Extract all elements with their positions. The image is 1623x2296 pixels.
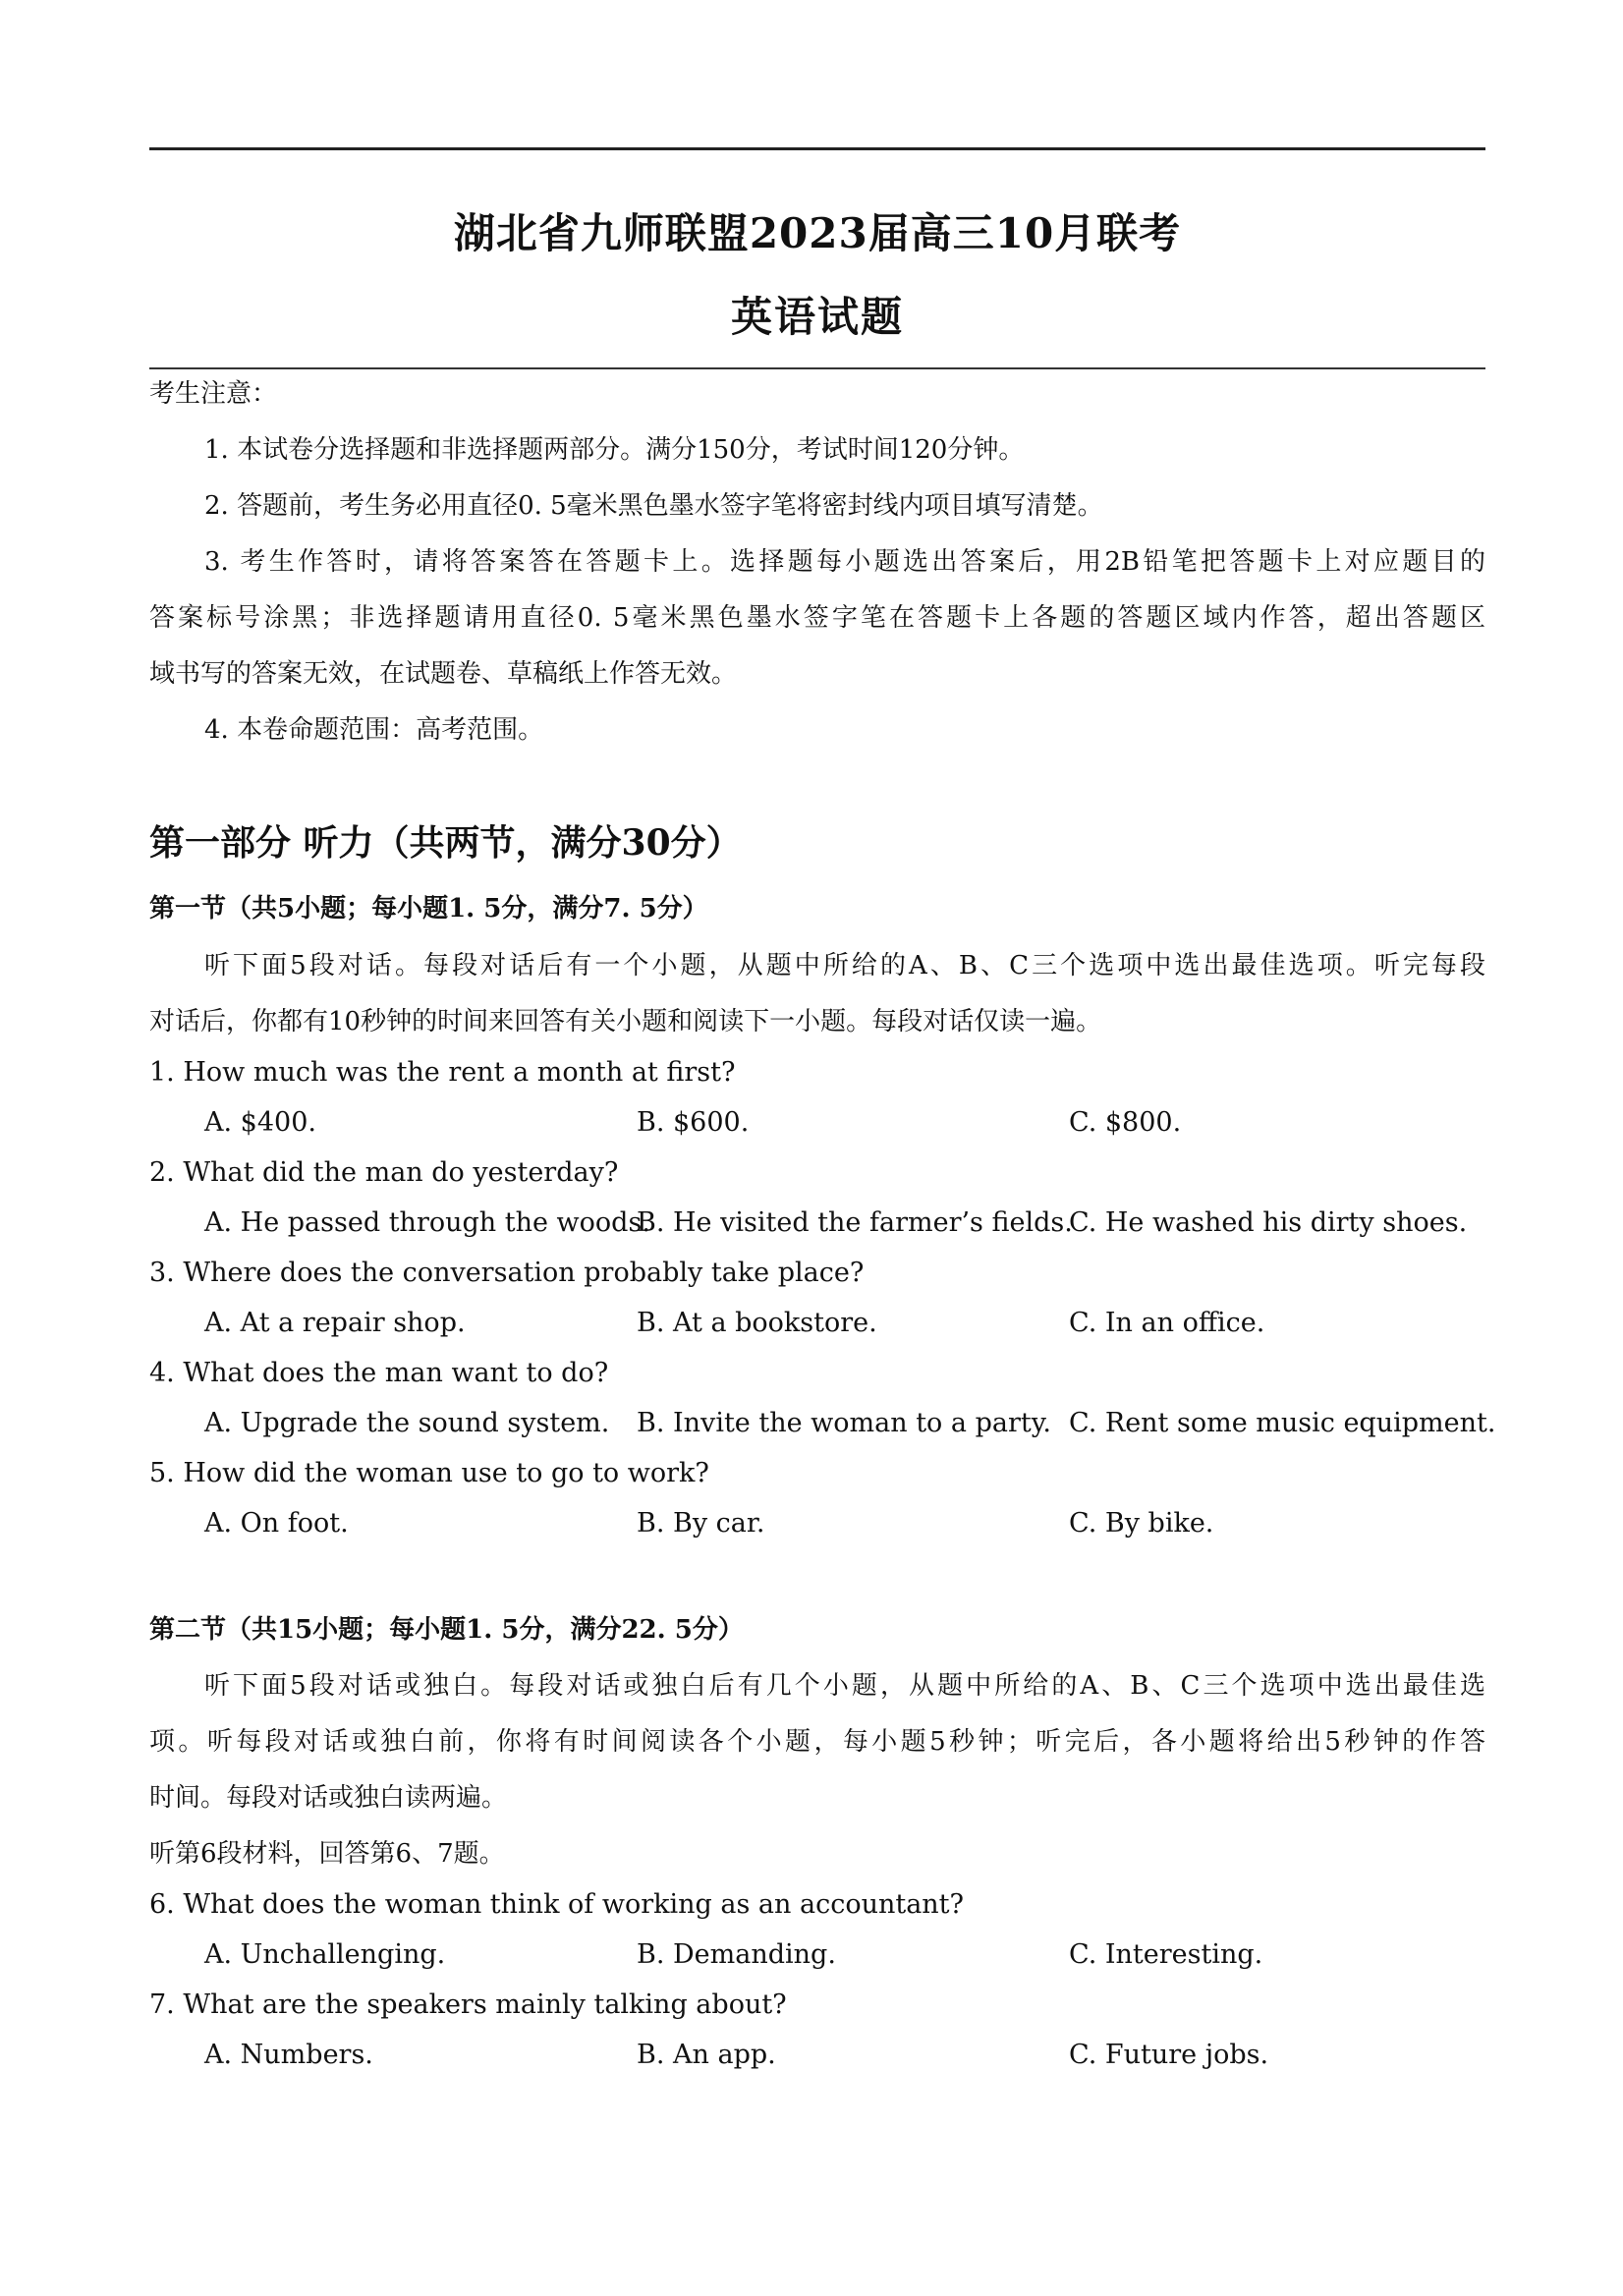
- notice-item: 3. 考生作答时，请将答案答在答题卡上。选择题每小题选出答案后，用2B铅笔把答题卡上对应题目的: [204, 547, 1485, 577]
- question-text: 1. How much was the rent a month at first?: [149, 1057, 736, 1088]
- instruction-line: 听下面5段对话或独白。每段对话或独白后有几个小题，从题中所给的A、B、C三个选项中选出最佳选: [204, 1671, 1485, 1701]
- notice-item: 2. 答题前，考生务必用直径0. 5毫米黑色墨水签字笔将密封线内项目填写清楚。: [204, 491, 1103, 521]
- option-a: A. He passed through the woods.: [204, 1207, 650, 1238]
- exam-page: [149, 0, 1496, 2296]
- option-b: B. An app.: [637, 2040, 776, 2070]
- option-b: B. $600.: [637, 1107, 750, 1138]
- instruction-line: 项。听每段对话或独白前，你将有时间阅读各个小题，每小题5秒钟；听完后，各小题将给出5秒钟的作答: [149, 1727, 1485, 1757]
- exam-subtitle: 英语试题: [730, 293, 904, 341]
- section-heading: 第二节（共15小题；每小题1. 5分，满分22. 5分）: [149, 1615, 744, 1645]
- option-c: C. By bike.: [1069, 1508, 1214, 1539]
- material-note: 听第6段材料，回答第6、7题。: [149, 1839, 505, 1869]
- exam-title: 湖北省九师联盟2023届高三10月联考: [453, 209, 1182, 257]
- notice-item: 1. 本试卷分选择题和非选择题两部分。满分150分，考试时间120分钟。: [204, 435, 1025, 465]
- option-b: B. He visited the farmer’s fields.: [637, 1207, 1073, 1238]
- notice-item-continued: 域书写的答案无效，在试题卷、草稿纸上作答无效。: [149, 659, 738, 689]
- section-heading: 第一节（共5小题；每小题1. 5分，满分7. 5分）: [149, 894, 708, 924]
- instruction-line: 听下面5段对话。每段对话后有一个小题，从题中所给的A、B、C三个选项中选出最佳选项。听完每段: [204, 951, 1485, 980]
- question-text: 4. What does the man want to do?: [149, 1358, 609, 1388]
- notice-item: 4. 本卷命题范围：高考范围。: [204, 715, 544, 745]
- option-a: A. Upgrade the sound system.: [204, 1408, 610, 1438]
- option-c: C. In an office.: [1069, 1308, 1265, 1338]
- option-b: B. Invite the woman to a party.: [637, 1408, 1051, 1438]
- instruction-line: 对话后，你都有10秒钟的时间来回答有关小题和阅读下一小题。每段对话仅读一遍。: [149, 1007, 1102, 1036]
- notice-label: 考生注意：: [149, 379, 278, 409]
- question-text: 6. What does the woman think of working as an accountant?: [149, 1889, 965, 1920]
- option-b: B. Demanding.: [637, 1939, 836, 1970]
- option-a: A. At a repair shop.: [204, 1308, 466, 1338]
- header-rule: [149, 367, 1485, 369]
- notice-item-continued: 答案标号涂黑；非选择题请用直径0. 5毫米黑色墨水签字笔在答题卡上各题的答题区域内作答，超出答题区: [149, 603, 1485, 633]
- option-c: C. Interesting.: [1069, 1939, 1263, 1970]
- question-text: 2. What did the man do yesterday?: [149, 1157, 619, 1188]
- option-c: C. Rent some music equipment.: [1069, 1408, 1496, 1438]
- instruction-line: 时间。每段对话或独白读两遍。: [149, 1783, 508, 1813]
- option-c: C. Future jobs.: [1069, 2040, 1269, 2070]
- top-rule: [149, 147, 1485, 150]
- option-a: A. Unchallenging.: [204, 1939, 446, 1970]
- option-a: A. On foot.: [204, 1508, 349, 1539]
- option-a: A. Numbers.: [204, 2040, 373, 2070]
- option-b: B. By car.: [637, 1508, 765, 1539]
- part-heading: 第一部分 听力（共两节，满分30分）: [149, 822, 742, 864]
- option-b: B. At a bookstore.: [637, 1308, 877, 1338]
- option-a: A. $400.: [204, 1107, 316, 1138]
- question-text: 3. Where does the conversation probably take place?: [149, 1258, 865, 1288]
- question-text: 5. How did the woman use to go to work?: [149, 1458, 709, 1488]
- option-c: C. $800.: [1069, 1107, 1182, 1138]
- question-text: 7. What are the speakers mainly talking about?: [149, 1989, 787, 2020]
- option-c: C. He washed his dirty shoes.: [1069, 1207, 1468, 1238]
